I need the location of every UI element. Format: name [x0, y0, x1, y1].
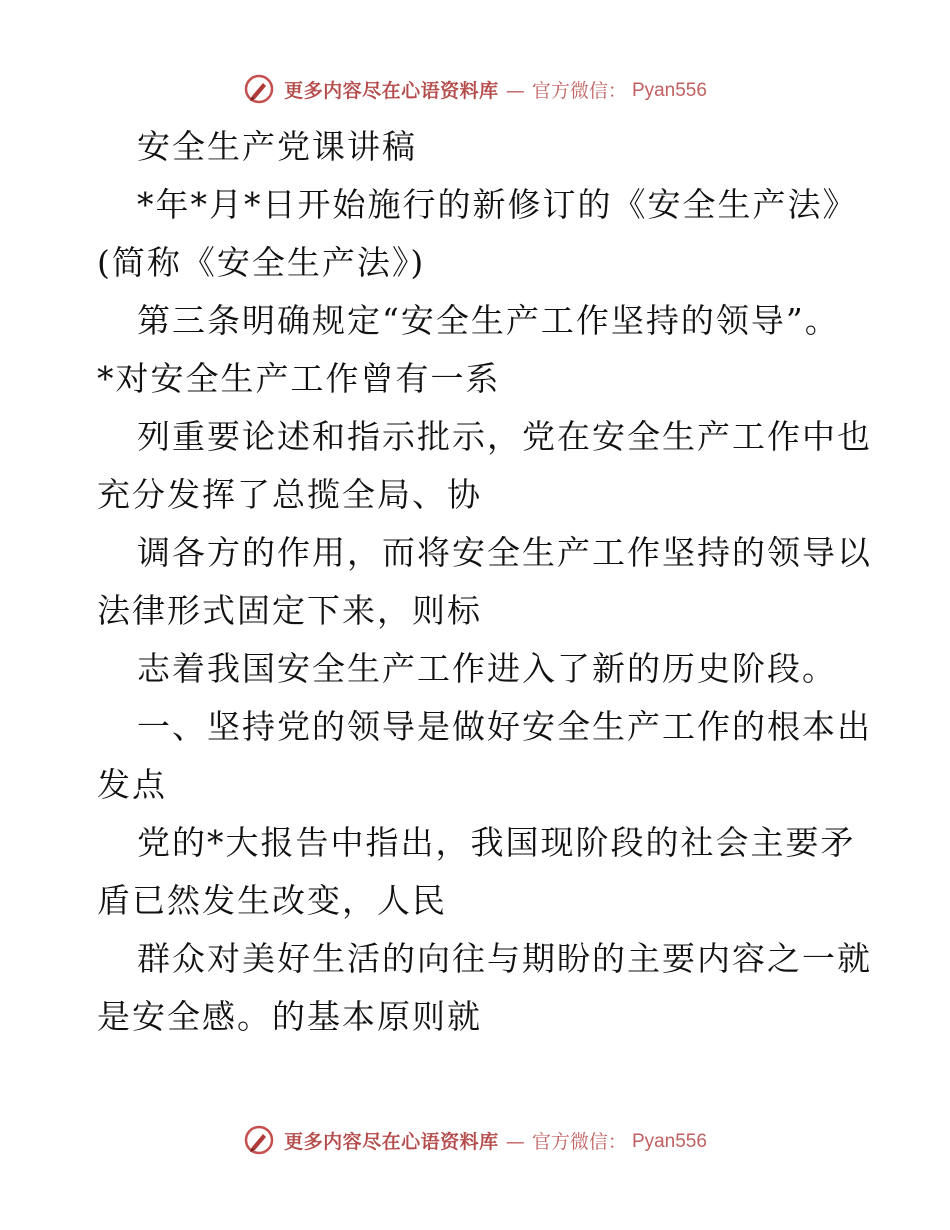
watermark-wechat-id: Pyan556	[631, 1130, 707, 1152]
footer-watermark	[0, 1121, 950, 1161]
watermark-site-name: 更多内容尽在心语资料库	[284, 79, 499, 102]
document-title: 安全生产党课讲稿	[137, 127, 417, 166]
paragraph-line: 充分发挥了总揽全局、协	[97, 475, 482, 514]
paragraph-line: *对安全生产工作曾有一系	[97, 359, 501, 398]
watermark-separator: —	[505, 1130, 525, 1153]
pen-logo-icon	[243, 73, 275, 105]
watermark-site-name: 更多内容尽在心语资料库	[284, 1130, 499, 1153]
paragraph-line: 党的*大报告中指出，我国现阶段的社会主要矛	[137, 823, 856, 862]
watermark-separator: —	[505, 79, 525, 102]
header-watermark	[0, 70, 950, 110]
watermark-wechat-label: 官方微信：	[531, 1130, 627, 1153]
paragraph-line: 调各方的作用，而将安全生产工作坚持的领导以	[137, 533, 872, 572]
section-heading: 发点	[97, 765, 167, 804]
paragraph-line: 群众对美好生活的向往与期盼的主要内容之一就	[137, 939, 872, 978]
paragraph-line: 第三条明确规定“安全生产工作坚持的领导”。	[137, 301, 840, 340]
paragraph-line: 列重要论述和指示批示，党在安全生产工作中也	[137, 417, 872, 456]
section-heading: 一、坚持党的领导是做好安全生产工作的根本出	[137, 707, 872, 746]
watermark-wechat-id: Pyan556	[631, 79, 707, 101]
paragraph-line: *年*月*日开始施行的新修订的《安全生产法》	[137, 185, 858, 224]
paragraph-line: 是安全感。的基本原则就	[97, 997, 482, 1036]
paragraph-line: 志着我国安全生产工作进入了新的历史阶段。	[137, 649, 837, 688]
paragraph-line: (简称《安全生产法》)	[97, 243, 426, 282]
paragraph-line: 盾已然发生改变，人民	[97, 881, 447, 920]
pen-logo-icon	[243, 1124, 275, 1156]
paragraph-line: 法律形式固定下来，则标	[97, 591, 482, 630]
watermark-wechat-label: 官方微信：	[531, 79, 627, 102]
